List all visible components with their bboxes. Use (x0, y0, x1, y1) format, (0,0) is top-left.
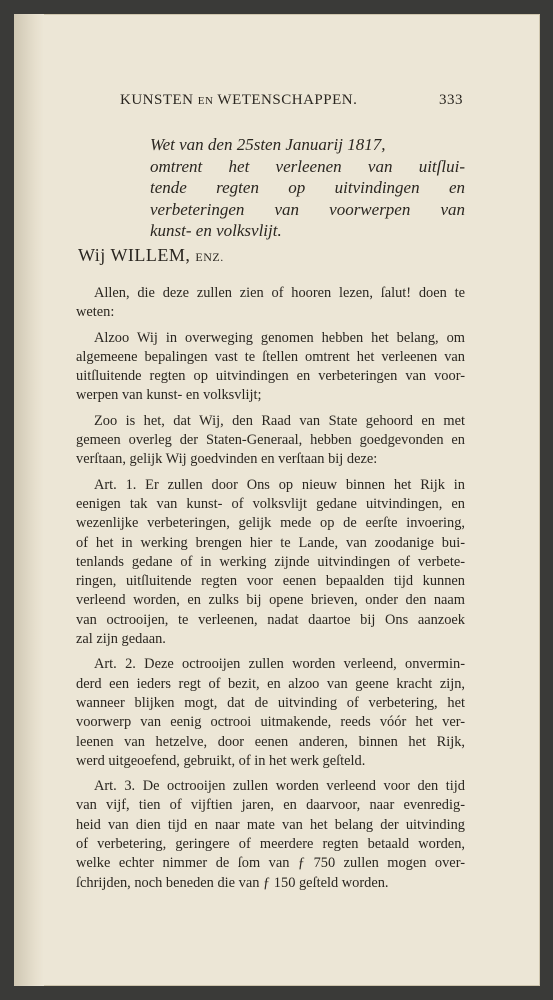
decree-name: Wij WILLEM, (78, 245, 191, 265)
page-gutter (14, 14, 44, 986)
law-title-line: omtrent het verleenen van uitſlui- (150, 156, 465, 176)
text-line: Alzoo Wij in overweging genomen hebben het belang, om (94, 329, 465, 346)
running-title (120, 92, 357, 109)
paragraph-article-3 (76, 777, 465, 893)
text-line: of het in werking brengen hier te Lande, van zoodanige bui- (76, 534, 465, 551)
running-title-word-2: EN (197, 95, 214, 107)
decree-suffix: ENZ. (195, 250, 224, 264)
decree-heading (78, 245, 224, 266)
text-line: tenlands gedane of in werking zijnde uitvindingen of verbete- (76, 553, 465, 570)
text-line: werd uitgeoefend, gebruikt, of in het werk geſteld. (76, 752, 366, 769)
text-line: wanneer blijken mogt, dat de uitvinding of verbetering, het (76, 694, 465, 711)
text-line: heid van dien tijd en naar mate van het belang der uitvinding (76, 816, 465, 833)
text-line: leenen van hetzelve, door eenen anderen, binnen het Rijk, (76, 733, 465, 750)
text-line: ringen, uitſluitende regten voor eenen bepaalden tijd kunnen (76, 573, 465, 590)
text-line: Allen, die deze zullen zien of hooren lezen, ſalut! doen te (94, 285, 465, 301)
paragraph-article-2 (76, 655, 465, 771)
text-line: verleend worden, en zulks bij opene brieven, onder den naam (76, 592, 465, 609)
text-line: Zoo is het, dat Wij, den Raad van State gehoord en met (94, 412, 465, 429)
text-line: zal zijn gedaan. (76, 631, 166, 648)
law-title-line: kunst- en volksvlijt. (150, 221, 282, 240)
text-line: voorwerp van eenig octrooi uitmakende, reeds vóór het ver- (76, 714, 465, 731)
text-line: gemeen overleg der Staten-Generaal, hebben goedgevonden en (76, 432, 465, 449)
text-line: welke echter nimmer de ſom van ƒ 750 zullen mogen over- (76, 855, 465, 872)
text-line: verſtaan, gelijk Wij goedvinden en verſtaan bij deze: (76, 451, 378, 468)
text-line: ſchrijden, noch beneden die van ƒ 150 geſteld worden. (76, 874, 389, 891)
text-line: eenigen tak van kunst- of volksvlijt gedane uitvindingen, en (76, 495, 465, 512)
book-page (14, 14, 540, 986)
text-line: Art. 2. Deze octrooijen zullen worden verleend, onvermin- (94, 656, 465, 673)
running-title-word-1: KUNSTEN (120, 92, 194, 108)
body-text (76, 284, 465, 899)
law-title (150, 134, 465, 242)
paragraph-consideration (76, 329, 465, 406)
text-line: of verbetering, geringere of meerdere regten betaald worden, (76, 836, 465, 853)
running-header (120, 92, 463, 109)
text-line: derd een ieders regt of bezit, en alzoo van geene kracht zijn, (76, 675, 465, 692)
text-line: uitſluitende regten op uitvindingen en verbeteringen van voor- (76, 368, 465, 385)
text-line: weten: (76, 304, 115, 321)
text-line: wezenlijke verbeteringen, gelijk mede op de eerſte invoering, (76, 515, 465, 532)
text-line: Art. 3. De octrooijen zullen worden verleend voor den tijd (94, 778, 465, 795)
law-title-line: verbeteringen van voorwerpen van (150, 199, 465, 219)
paragraph-salutation (76, 284, 465, 323)
text-line: van vijf, tien of vijftien jaren, en daarvoor, naar evenredig- (76, 797, 465, 814)
text-line: Art. 1. Er zullen door Ons op nieuw binnen het Rijk in (94, 476, 465, 493)
law-title-line: Wet van den 25sten Januarij 1817, (150, 135, 386, 154)
text-line: werpen van kunst- en volksvlijt; (76, 387, 262, 404)
paragraph-article-1 (76, 476, 465, 650)
paragraph-enactment (76, 412, 465, 470)
running-title-word-3: WETENSCHAPPEN. (217, 92, 358, 108)
text-line: van octrooijen, te verleenen, nadat daartoe bij Ons aanzoek (76, 611, 465, 628)
page-number: 333 (439, 92, 463, 108)
law-title-line: tende regten op uitvindingen en (150, 178, 465, 197)
text-line: algemeene bepalingen vast te ſtellen omtrent het verleenen van (76, 348, 465, 365)
